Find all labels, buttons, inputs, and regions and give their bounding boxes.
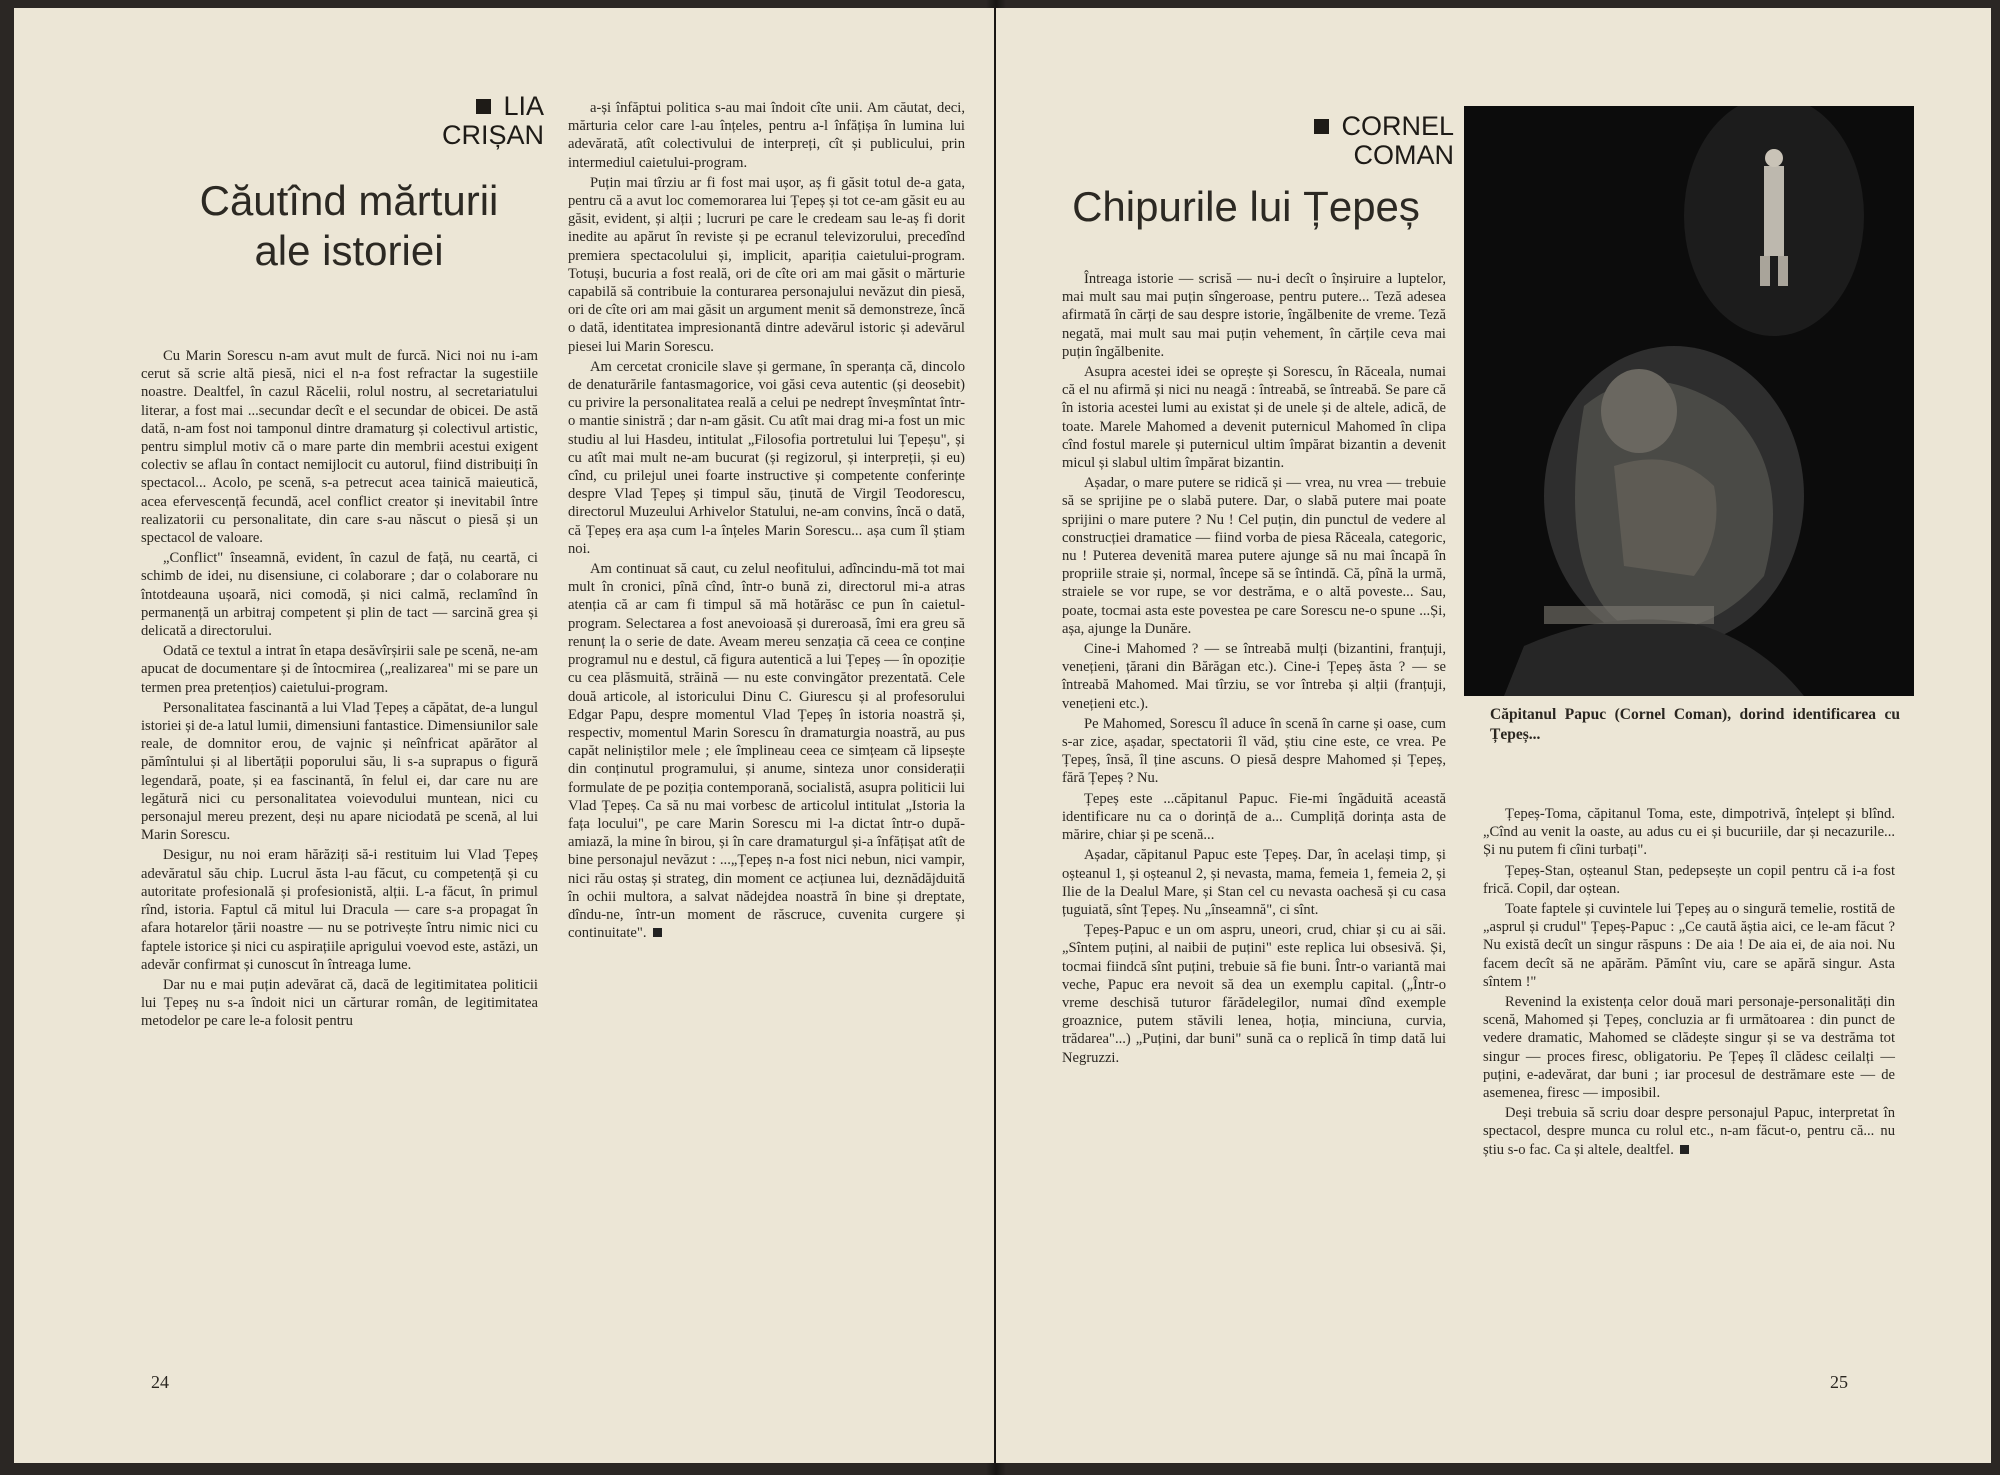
square-bullet-icon (1314, 119, 1329, 134)
left-article-title (164, 176, 534, 276)
right-column-1 (1062, 270, 1446, 1067)
paragraph: Am cercetat cronicile slave și germane, în speranța că, dincolo de denaturările fantasmagorice, voi găsi ceva autentic (și deosebit) cu privire la personalitatea reală a celui pe nedrept înveșmîntat într-o mantie sinistră ; dar n-am găsit. Cu atît mai drag mi-a fost un mic studiu al lui Hasdeu, intitulat „Filosofia portretului lui Țepeșu", și cu atît mai mult ne-am bucurat (și regizorul, și interpreții, și eu) cînd, cu prilejul unei foarte instructive și competente conferințe despre Vlad Țepeș și timpul său, ținută de Virgil Teodorescu, directorul Muzeului Arhivelor Statului, ne-am convins, încă o dată, că Țepeș era așa cum l-a înțeles Marin Sorescu... așa cum îl știam noi. (568, 358, 965, 557)
paragraph: Așadar, căpitanul Papuc este Țepeș. Dar, în același timp, și oșteanul 1, și oșteanul 2, și nevasta, mama, femeia 1, femeia 2, și Ilie de la Dealul Mare, și Stan cel cu nevasta oachesă și cu casa țuguiată, sînt Țepeș. Nu „înseamnă", ci sînt. (1062, 847, 1446, 918)
left-author-last: CRIȘAN (441, 120, 544, 150)
left-page (14, 8, 994, 1463)
left-author (314, 92, 544, 150)
left-title-line1: Căutînd mărturii (199, 177, 499, 224)
paragraph: Puțin mai tîrziu ar fi fost mai ușor, aș fi găsit totul de-a gata, pentru că a avut loc comemorarea lui Țepeș și tot ce-am găsit eu au găsit, evident, și alții ; lucruri pe care le credeam sau le-aș fi dorit inedite au apărut în reviste și pe ecranul televizorului, precedînd premiera spectacolului și, implicit, apariția caietului-program. Totuși, bucuria a fost reală, ori de cîte ori am mai găsit o mărturie capabilă să contribuie la conturarea personajului nevăzut din piesă, ori de cîte ori am mai găsit un argument menit să demonstreze, încă o dată, identitatea impresionantă dintre adevărul istoric și adevărul piesei lui Marin Sorescu. (568, 174, 965, 355)
right-author (1234, 112, 1454, 170)
paragraph: Țepeș-Toma, căpitanul Toma, este, dimpotrivă, înțelept și blînd. „Cînd au venit la oaste, au adus cu ei și bucuriile, dar și necazurile... Și nu putem fi cîini turbați". (1483, 806, 1895, 859)
stage-photo-image (1464, 106, 1914, 696)
right-author-last: COMAN (1353, 140, 1454, 170)
left-author-first: LIA (503, 91, 544, 121)
paragraph: Asupra acestei idei se oprește și Sorescu, în Răceala, numai că el nu afirmă și nici nu neagă : întreabă, se întreabă. Se pare că în istoria acestei lumi au existat și de unele și de altele, adică, de toate. Marele Mahomed a devenit puternicul Mahomed în clipa cînd fostul marele și puternicul ultim împărat bizantin a devenit micul și slabul ultim împărat bizantin. (1062, 364, 1446, 472)
right-page (996, 8, 1991, 1463)
paragraph: Așadar, o mare putere se ridică și — vrea, nu vrea — trebuie să se sprijine pe o slabă putere. Dar, o slabă putere mai poate sprijini o mare putere ? Nu ! Cel puțin, din punctul de vedere al construcției dramatice — fiind vorba de piesa Răceala, categoric, nu ! Puterea devenită marea putere ajunge să nu mai încapă în propriile straie și, normal, începe să se întindă. Că, pînă la urmă, straiele se vor rupe, se vor destrăma, e o altă poveste... Sau, poate, tocmai asta este povestea pe care Sorescu ne-o spune ...Și, așa, ajunge la Dunăre. (1062, 475, 1446, 637)
paragraph: Toate faptele și cuvintele lui Țepeș au o singură temelie, rostită de „asprul și crudul" Țepeș-Papuc : „Ce caută ăștia aici, ce le-am făcut ? Nu există decît un singur răspuns : De aia ! De aia ei, de aia noi. Nu facem decît să ne apărăm. Pămînt viu, care se apără singur. Asta sîntem !" (1483, 901, 1895, 990)
left-column-1 (141, 347, 538, 1031)
right-column-2 (1483, 805, 1895, 1159)
left-title-line2: ale istoriei (254, 227, 444, 274)
paragraph: a-și înfăptui politica s-au mai îndoit cîte unii. Am căutat, deci, mărturia celor care l-au înțeles, pentru a-l înfățișa în lumina lui adevărată, atît colectivului de interpreți, cît și publicului, prin intermediul caietului-program. (568, 100, 965, 171)
square-bullet-icon (476, 99, 491, 114)
end-mark-icon (653, 928, 662, 937)
paragraph: Personalitatea fascinantă a lui Vlad Țepeș a căpătat, de-a lungul istoriei și de-a latul lumii, dimensiuni fantastice. Dimensiunilor sale reale, de domnitor erou, de vajnic și neînfricat apărător al pămîntului și al libertății poporului său, li s-a suprapus o figură legendară, poate, și ea fascinantă, în felul ei, dar care nu are legătură nici cu personalitatea voievodului muntean, nici cu personajul mereu prezent, deși nu apare niciodată pe scenă, al lui Marin Sorescu. (141, 699, 538, 844)
paragraph: Deși trebuia să scriu doar despre personajul Papuc, interpretat în spectacol, despre munca cu rolul etc., n-am făcut-o, pentru că... nu știu s-o fac. Ca și altele, dealtfel. (1483, 1105, 1895, 1158)
paragraph: Dar nu e mai puțin adevărat că, dacă de legitimitatea politicii lui Țepeș nu s-a îndoit nici un cărturar român, de legitimitatea metodelor pe care le-a folosit pentru (141, 976, 538, 1030)
paragraph: Cu Marin Sorescu n-am avut mult de furcă. Nici noi nu i-am cerut să scrie altă piesă, nici el n-a fost refractar la sugestiile noastre. Dealtfel, în cazul Răcelii, rolul nostru, al secretariatului literar, a fost mai ...secundar decît e el secundar de obicei. De astă dată, n-am fost noi tamponul dintre dramaturg și colectivul artistic, pentru simplul motiv că o mare parte din membrii acestui exigent colectiv se aflau în contact nemijlocit cu autorul, fiind distribuiți în spectacol... Acolo, pe scenă, s-a petrecut acea tainică maieutică, acea efervescență fecundă, acel conflict creator și inevitabil între realizatorii cu personalitate, din care s-au născut o piesă și un spectacol de valoare. (141, 348, 538, 547)
paragraph: Desigur, nu noi eram hărăziți să-i restituim lui Vlad Țepeș adevăratul său chip. Lucrul ăsta l-au făcut, cu competență și cu autoritate profesională și profesionistă, alții. L-a făcut, în primul rînd, istoria. Faptul că mitul lui Dracula — care s-a propagat în afara hotarelor țării noastre — nu se potrivește întru nimic nici cu faptele istorice și nici cu aspirațiile aprigului voevod este, astăzi, un adevăr confirmat și cunoscut în întreaga lume. (141, 847, 538, 973)
paragraph: Țepeș-Stan, oșteanul Stan, pedepsește un copil pentru că i-a fost frică. Copil, dar oștean. (1483, 862, 1895, 897)
right-page-number: 25 (1830, 1372, 1848, 1392)
stage-photo (1464, 106, 1914, 696)
photo-caption: Căpitanul Papuc (Cornel Coman), dorind identificarea cu Țepeș... (1490, 706, 1900, 743)
paragraph: „Conflict" înseamnă, evident, în cazul de față, nu ceartă, ci schimb de idei, nu disensiune, ci colaborare ; dar o colaborare nu întotdeauna ușoară, nici comodă, și nici calmă, reclamînd în permanență un arbitraj competent și plin de tact — sarcină grea și delicată a directorului. (141, 550, 538, 640)
left-column-2 (568, 99, 965, 942)
paragraph: Cine-i Mahomed ? — se întreabă mulți (bizantini, franțuji, venețieni, țărani din Bărăgan etc.). Cine-i Țepeș ăsta ? — se întreabă Mahomed. Mai tîrziu, se vor întreba și alții (franțuji, venețieni etc.). (1062, 641, 1446, 712)
paragraph: Am continuat să caut, cu zelul neofitului, adîncindu-mă tot mai mult în cronici, pînă cînd, într-o bună zi, directorul mi-a atras atenția că ar cam fi timpul să mă hotărăsc ce pun în caietul-program. Selectarea a fost anevoioasă și dureroasă, îmi era greu să renunț la o serie de date. Aveam mereu senzația că ceea ce conține programul nu e destul, că figura autentică a lui Țepeș — în opoziție cu cea plăsmuită, străină — nu este convingător prezentată. Cele două articole, al istoricului Dinu C. Giurescu și al profesorului Edgar Papu, despre momentul Vlad Țepeș în istoria noastră și, respectiv, momentul Marin Sorescu în dramaturgia noastră, au pus capăt neliniștilor mele ; ele împlineau ceea ce simțeam că lipsește din conținutul programului, și anume, sinteza unor considerații formulate de pe poziția contemporană, socialistă, asupra politicii lui Vlad Țepeș. Ca să nu mai vorbesc de articolul intitulat „Istoria la fața locului", pe care Marin Sorescu mi l-a dictat într-o după-amiază, la mine în birou, și în care dramaturgul și-a înfățișat atît de bine personajul nevăzut : ...„Țepeș n-a fost nici nebun, nici vampir, nici rău ostaș și strateg, din moment ce acțiunea lui, deznădăjduită în ochii multora, a salvat nădejdea noastră în bine și dreptate, dîndu-ne, într-un moment de răscruce, cuvenita curgere și continuitate". (568, 561, 965, 942)
end-mark-icon (1680, 1145, 1689, 1154)
right-article-title: Chipurile lui Țepeș (1072, 183, 1420, 230)
paragraph: Odată ce textul a intrat în etapa desăvîrșirii sale pe scenă, ne-am apucat de documentare și de întocmirea („realizarea" mi se pare un termen prea pretențios) caietului-program. (141, 643, 538, 696)
paragraph: Țepeș-Papuc e un om aspru, uneori, crud, chiar și cu ai săi. „Sîntem puțini, al naibii de puțini" este replica lui obsesivă. Și, tocmai fiindcă sînt puțini, trebuie să fie buni. Într-o variantă mai veche, Papuc era nevoit să dea un exemplu capital. („Într-o vreme deschisă tuturor fărădelegilor, numai dînd exemple groaznice, putem stăvili lenea, hoția, minciuna, curvia, trădarea"...) „Puțini, dar buni" sună ca o replică în timp dată lui Negruzzi. (1062, 922, 1446, 1066)
paragraph: Pe Mahomed, Sorescu îl aduce în scenă în carne și oase, cum s-ar zice, așadar, spectatorii îl văd, știu cine este, ce vrea. Pe Țepeș, însă, îl ține ascuns. O piesă despre Mahomed și Țepeș, fără Țepeș ? Nu. (1062, 715, 1446, 787)
left-page-number: 24 (151, 1372, 169, 1392)
paragraph: Întreaga istorie — scrisă — nu-i decît o înșiruire a luptelor, mai mult sau mai puțin sîngeroase, pentru putere... Teză adesea afirmată în cărți de sau despre istorie, îngălbenite de vreme. Teză negată, mai mult sau mai puțin vehement, în cărțile ceva mai puțin îngălbenite. (1062, 271, 1446, 360)
right-author-first: CORNEL (1341, 111, 1454, 141)
paragraph: Țepeș este ...căpitanul Papuc. Fie-mi îngăduită această identificare nu ca o dorință de a... Cumpliță dorința asta de mărire, chiar și pe scenă... (1062, 790, 1446, 844)
paragraph: Revenind la existența celor două mari personaje-personalități din scenă, Mahomed și Țepeș, concluzia ar fi următoarea : din punct de vedere dramatic, Mahomed se clădește singur și se va destrăma tot singur — proces firesc, obligatoriu. Pe Țepeș îl clădesc ceilalți — puțini, e-adevărat, dar buni ; iar procesul de destrămare este — de asemenea, firesc — imposibil. (1483, 994, 1895, 1102)
